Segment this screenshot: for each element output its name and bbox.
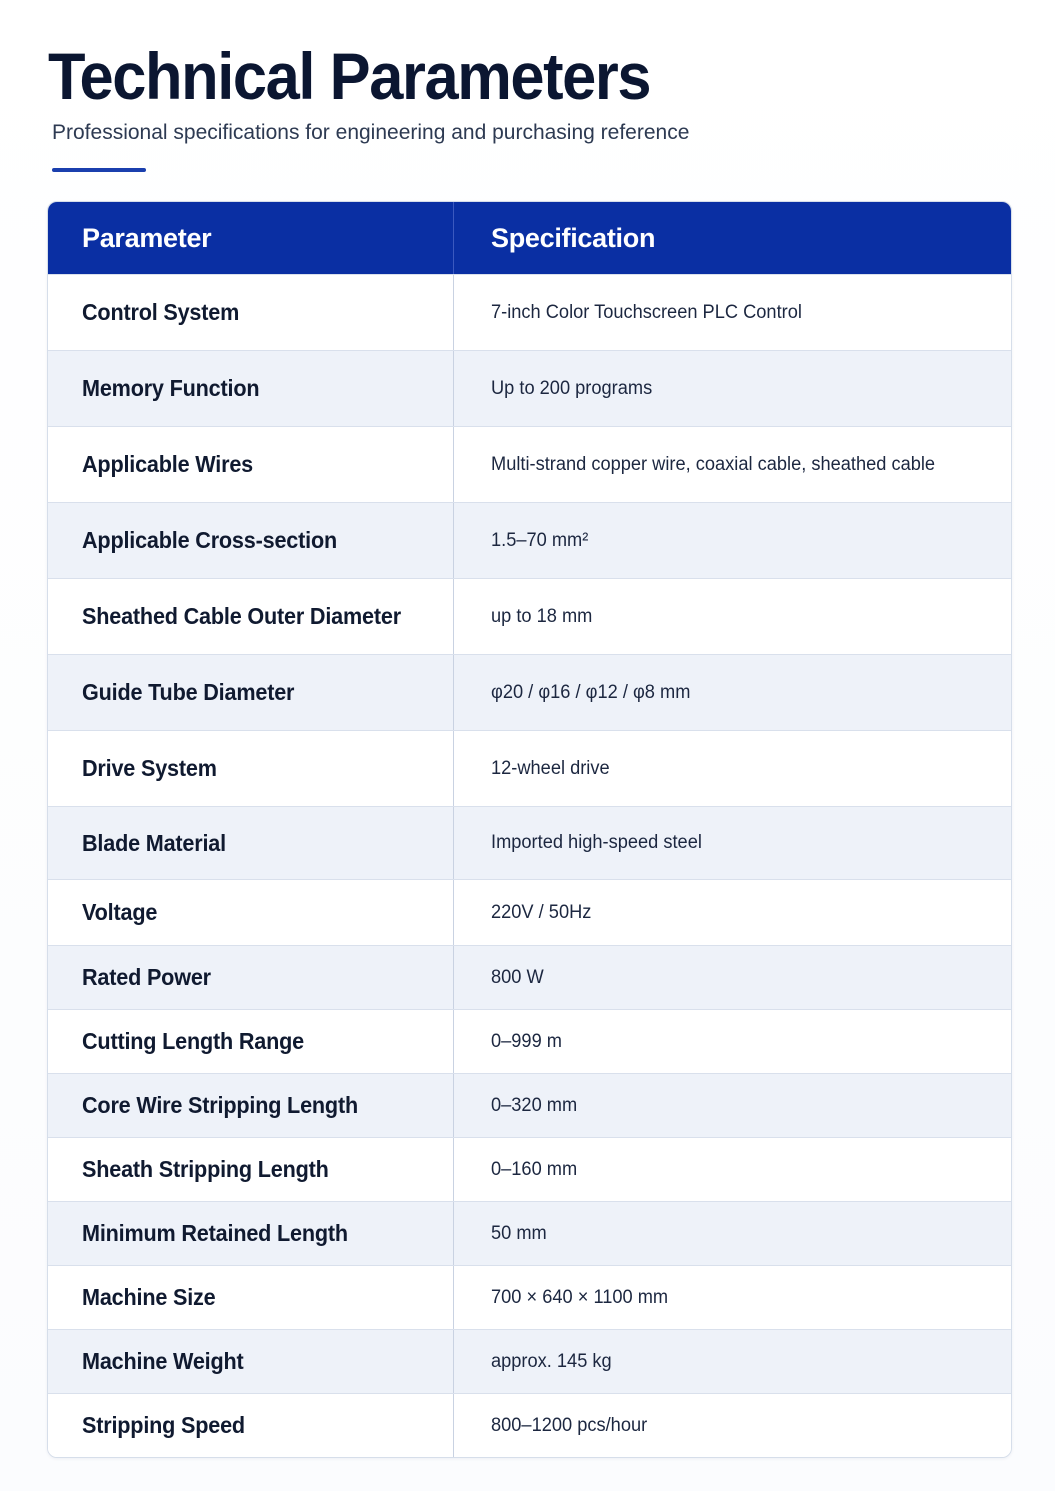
- table-row: [48, 1329, 1011, 1393]
- parameter-cell: [48, 1394, 454, 1457]
- specification-cell: [454, 880, 1011, 945]
- page-title: Technical Parameters: [48, 39, 651, 113]
- table-row: [48, 274, 1011, 350]
- table-header-row: [48, 202, 1011, 274]
- parameter-name: Core Wire Stripping Length: [82, 1092, 358, 1118]
- specification-value: up to 18 mm: [491, 605, 593, 627]
- parameter-name: Guide Tube Diameter: [82, 679, 295, 705]
- parameter-name: Machine Size: [82, 1284, 216, 1310]
- table-row: [48, 1073, 1011, 1137]
- table-row: [48, 879, 1011, 945]
- parameter-cell: [48, 1330, 454, 1393]
- parameter-name: Memory Function: [82, 375, 260, 401]
- parameter-cell: [48, 427, 454, 502]
- specification-cell: [454, 579, 1011, 654]
- title-accent-divider: [52, 168, 146, 172]
- parameter-name: Voltage: [82, 899, 158, 925]
- table-row: [48, 1393, 1011, 1457]
- parameter-cell: [48, 579, 454, 654]
- parameter-cell: [48, 880, 454, 945]
- parameter-cell: [48, 946, 454, 1009]
- table-row: [48, 1265, 1011, 1329]
- parameter-cell: [48, 1010, 454, 1073]
- parameter-cell: [48, 807, 454, 879]
- parameter-name: Applicable Cross-section: [82, 527, 338, 553]
- parameter-name: Control System: [82, 299, 240, 325]
- specification-cell: [454, 503, 1011, 578]
- specification-cell: [454, 427, 1011, 502]
- parameter-name: Sheath Stripping Length: [82, 1156, 329, 1182]
- specification-cell: [454, 1010, 1011, 1073]
- specification-value: 12-wheel drive: [491, 757, 610, 779]
- parameter-name: Applicable Wires: [82, 451, 254, 477]
- parameter-cell: [48, 503, 454, 578]
- table-row: [48, 654, 1011, 730]
- parameter-cell: [48, 655, 454, 730]
- table-row: [48, 730, 1011, 806]
- table-row: [48, 578, 1011, 654]
- specification-value: 0–999 m: [491, 1030, 562, 1052]
- parameter-cell: [48, 275, 454, 350]
- parameter-name: Sheathed Cable Outer Diameter: [82, 603, 401, 629]
- parameter-name: Blade Material: [82, 829, 226, 856]
- table-row: [48, 426, 1011, 502]
- parameters-table: [47, 201, 1012, 1458]
- table-row: [48, 945, 1011, 1009]
- specification-cell: [454, 946, 1011, 1009]
- parameter-cell: [48, 1138, 454, 1201]
- table-row: [48, 350, 1011, 426]
- table-row: [48, 1137, 1011, 1201]
- specification-value: 7-inch Color Touchscreen PLC Control: [491, 301, 802, 323]
- specification-value: 700 × 640 × 1100 mm: [491, 1286, 669, 1308]
- specification-value: 800 W: [491, 966, 544, 988]
- parameter-name: Machine Weight: [82, 1348, 244, 1374]
- parameter-name: Minimum Retained Length: [82, 1220, 348, 1246]
- specification-value: approx. 145 kg: [491, 1350, 612, 1372]
- specification-value: 0–320 mm: [491, 1094, 578, 1116]
- specification-cell: [454, 655, 1011, 730]
- table-row: [48, 502, 1011, 578]
- specification-value: Up to 200 programs: [491, 377, 653, 399]
- column-header-specification: Specification: [491, 222, 656, 253]
- parameter-name: Stripping Speed: [82, 1412, 245, 1438]
- specification-value: 0–160 mm: [491, 1158, 578, 1180]
- specification-value: 220V / 50Hz: [491, 901, 592, 923]
- specification-cell: [454, 731, 1011, 806]
- specification-cell: [454, 1266, 1011, 1329]
- specification-cell: [454, 1074, 1011, 1137]
- specification-cell: [454, 807, 1011, 879]
- table-row: [48, 1201, 1011, 1265]
- specification-cell: [454, 1394, 1011, 1457]
- specification-cell: [454, 275, 1011, 350]
- parameter-name: Drive System: [82, 755, 217, 781]
- table-row: [48, 1009, 1011, 1073]
- specification-value: 1.5–70 mm²: [491, 529, 589, 551]
- parameter-name: Cutting Length Range: [82, 1028, 305, 1054]
- table-row: [48, 806, 1011, 879]
- parameter-cell: [48, 1266, 454, 1329]
- column-header-parameter: Parameter: [48, 202, 454, 274]
- specification-value: 50 mm: [491, 1222, 547, 1244]
- parameter-cell: [48, 1074, 454, 1137]
- specification-cell: [454, 1202, 1011, 1265]
- specification-value: 800–1200 pcs/hour: [491, 1414, 648, 1436]
- page-subtitle: Professional specifications for engineering and purchasing reference: [52, 121, 690, 144]
- parameter-cell: [48, 1202, 454, 1265]
- specification-cell: [454, 1330, 1011, 1393]
- specification-cell: [454, 351, 1011, 426]
- parameter-name: Rated Power: [82, 964, 211, 990]
- specification-cell: [454, 1138, 1011, 1201]
- specification-value: Imported high-speed steel: [491, 832, 702, 853]
- specification-value: φ20 / φ16 / φ12 / φ8 mm: [491, 681, 691, 703]
- parameter-cell: [48, 731, 454, 806]
- specification-value: Multi-strand copper wire, coaxial cable, sheathed cable: [491, 453, 936, 475]
- parameter-cell: [48, 351, 454, 426]
